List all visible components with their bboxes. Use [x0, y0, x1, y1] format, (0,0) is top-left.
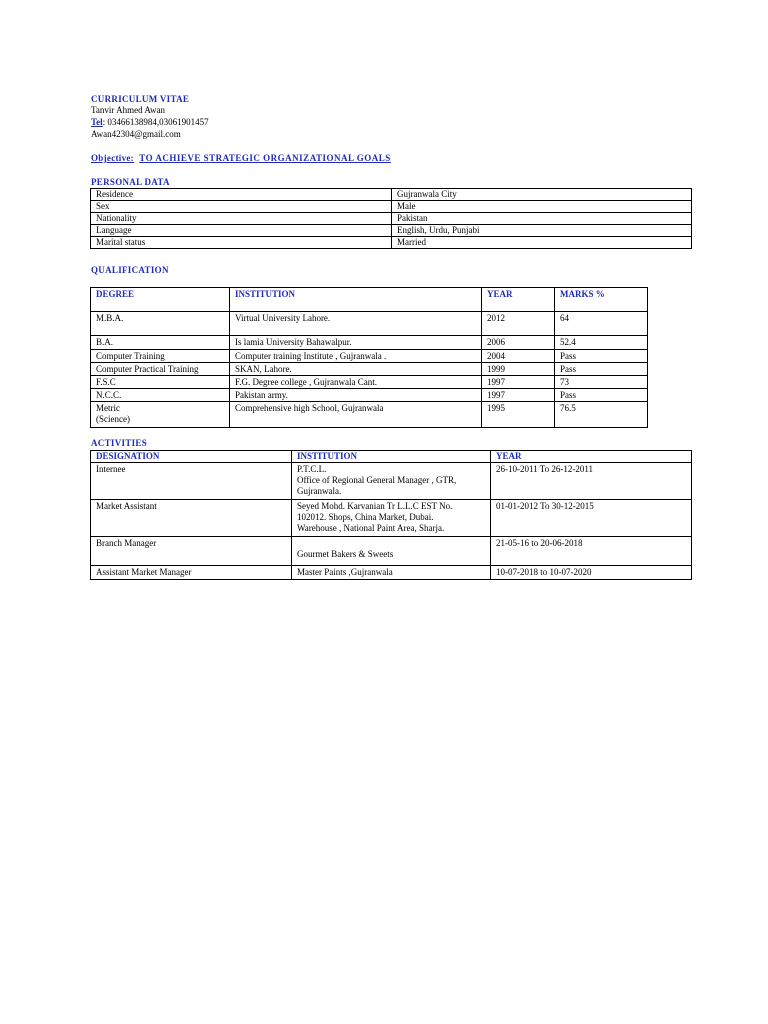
marks-cell: Pass: [555, 389, 648, 402]
year-cell: 2012: [482, 312, 555, 336]
institution-header: INSTITUTION: [230, 288, 482, 312]
degree-cell: Computer Practical Training: [91, 363, 230, 376]
qualification-row: [91, 402, 648, 428]
degree-cell: B.A.: [91, 336, 230, 350]
year-cell: 1999: [482, 363, 555, 376]
qualification-header-row: [91, 288, 648, 312]
activity-institution-cell: P.T.C.L. Office of Regional General Manager , GTR, Gujranwala.: [292, 463, 491, 500]
institution-cell: F.G. Degree college , Gujranwala Cant.: [230, 376, 482, 389]
objective-text: TO ACHIEVE STRATEGIC ORGANIZATIONAL GOALS: [139, 153, 391, 163]
marks-cell: Pass: [555, 363, 648, 376]
qualification-row: [91, 336, 648, 350]
year-header: YEAR: [482, 288, 555, 312]
personal-data-row: [91, 189, 692, 201]
marks-cell: Pass: [555, 350, 648, 363]
marks-cell: 64: [555, 312, 648, 336]
cv-title: CURRICULUM VITAE: [91, 94, 190, 104]
personal-field-label: Marital status: [91, 237, 392, 249]
institution-cell: Computer training Institute , Gujranwala .: [230, 350, 482, 363]
qualification-row: [91, 376, 648, 389]
activities-header-row: [91, 451, 692, 463]
year-cell: 2004: [482, 350, 555, 363]
year-cell: 1995: [482, 402, 555, 428]
institution-cell: Pakistan army.: [230, 389, 482, 402]
personal-field-value: Gujranwala City: [392, 189, 692, 201]
personal-data-heading: PERSONAL DATA: [91, 177, 170, 187]
objective-line: [91, 152, 391, 164]
designation-cell: Assistant Market Manager: [91, 566, 292, 580]
applicant-name: Tanvir Ahmed Awan: [91, 105, 166, 115]
institution-cell: Is lamia University Bahawalpur.: [230, 336, 482, 350]
degree-cell: Metric (Science): [91, 402, 230, 428]
degree-cell: F.S.C: [91, 376, 230, 389]
activity-row: [91, 463, 692, 500]
marks-header: MARKS %: [555, 288, 648, 312]
telephone-line: [91, 116, 209, 128]
designation-cell: Internee: [91, 463, 292, 500]
activity-institution-cell: Master Paints ,Gujranwala: [292, 566, 491, 580]
personal-field-value: English, Urdu, Punjabi: [392, 225, 692, 237]
activity-year-cell: 01-01-2012 To 30-12-2015: [491, 500, 692, 537]
marks-cell: 76.5: [555, 402, 648, 428]
degree-cell: N.C.C.: [91, 389, 230, 402]
qualification-row: [91, 350, 648, 363]
personal-field-label: Language: [91, 225, 392, 237]
marks-cell: 52.4: [555, 336, 648, 350]
activity-institution-cell: Gourmet Bakers & Sweets: [292, 537, 491, 566]
activity-row: [91, 500, 692, 537]
personal-data-table: [90, 188, 692, 249]
activity-year-cell: 21-05-16 to 20-06-2018: [491, 537, 692, 566]
activity-year-header: YEAR: [491, 451, 692, 463]
activity-row: [91, 566, 692, 580]
activity-year-cell: 26-10-2011 To 26-12-2011: [491, 463, 692, 500]
personal-data-row: [91, 237, 692, 249]
personal-data-row: [91, 225, 692, 237]
degree-header: DEGREE: [91, 288, 230, 312]
designation-header: DESIGNATION: [91, 451, 292, 463]
degree-cell: M.B.A.: [91, 312, 230, 336]
activity-institution-cell: Seyed Mohd. Karvanian Tr L.L.C EST No. 102012. Shops, China Market, Dubai. Warehouse , National Paint Area, Sharja.: [292, 500, 491, 537]
personal-field-label: Sex: [91, 201, 392, 213]
activity-year-cell: 10-07-2018 to 10-07-2020: [491, 566, 692, 580]
tel-value: : 03466138984,03061901457: [102, 117, 209, 127]
activity-row: [91, 537, 692, 566]
qualification-row: [91, 389, 648, 402]
year-cell: 2006: [482, 336, 555, 350]
objective-label: Objective:: [91, 153, 134, 163]
personal-field-label: Residence: [91, 189, 392, 201]
activity-institution-header: INSTITUTION: [292, 451, 491, 463]
personal-field-value: Male: [392, 201, 692, 213]
designation-cell: Branch Manager: [91, 537, 292, 566]
email-address: Awan42304@gmail.com: [91, 129, 181, 139]
marks-cell: 73: [555, 376, 648, 389]
qualification-table: [90, 287, 648, 428]
personal-data-row: [91, 201, 692, 213]
personal-field-label: Nationality: [91, 213, 392, 225]
personal-field-value: Pakistan: [392, 213, 692, 225]
year-cell: 1997: [482, 376, 555, 389]
designation-cell: Market Assistant: [91, 500, 292, 537]
activities-heading: ACTIVITIES: [91, 438, 148, 448]
year-cell: 1997: [482, 389, 555, 402]
personal-field-value: Married: [392, 237, 692, 249]
institution-cell: Comprehensive high School, Gujranwala: [230, 402, 482, 428]
degree-cell: Computer Training: [91, 350, 230, 363]
institution-cell: SKAN, Lahore.: [230, 363, 482, 376]
qualification-heading: QUALIFICATION: [91, 265, 169, 275]
qualification-row: [91, 312, 648, 336]
institution-cell: Virtual University Lahore.: [230, 312, 482, 336]
personal-data-row: [91, 213, 692, 225]
activities-table: [90, 450, 692, 580]
qualification-row: [91, 363, 648, 376]
tel-label: Tel: [91, 117, 103, 127]
